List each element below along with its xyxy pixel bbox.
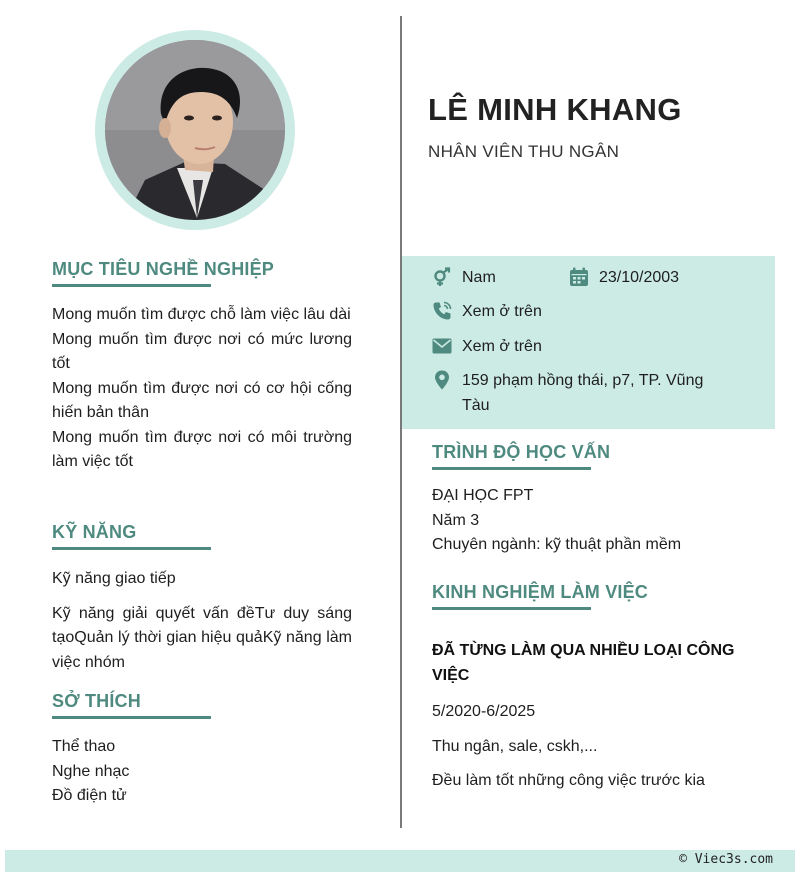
contact-info-panel <box>402 256 775 429</box>
footer-credit: © Viec3s.com <box>679 852 773 867</box>
experience-period: 5/2020-6/2025 <box>432 703 536 720</box>
objective-line: Mong muốn tìm được nơi có cơ hội cống hiến bản thân <box>52 379 352 421</box>
education-title: TRÌNH ĐỘ HỌC VẤN <box>432 442 611 462</box>
experience-heading: ĐÃ TỪNG LÀM QUA NHIỀU LOẠI CÔNG VIỆC <box>432 642 735 684</box>
experience-underline <box>432 607 591 610</box>
skill-item: Kỹ năng giải quyết vấn đềTư duy sáng tạoQuản lý thời gian hiệu quảKỹ năng làm việc nhóm <box>52 604 352 671</box>
location-pin-icon <box>432 370 452 390</box>
skill-item: Kỹ năng giao tiếp <box>52 570 176 587</box>
education-section <box>432 442 681 558</box>
experience-note: Đều làm tốt những công việc trước kia <box>432 772 705 789</box>
phone-row <box>432 299 542 324</box>
candidate-name: LÊ MINH KHANG <box>428 92 682 127</box>
experience-roles: Thu ngân, sale, cskh,... <box>432 737 598 755</box>
gender-icon <box>432 267 452 287</box>
hobby-item: Thể thao <box>52 738 116 755</box>
avatar-ring <box>95 30 295 230</box>
objective-section <box>52 259 352 475</box>
birthday-value: 23/10/2003 <box>599 269 680 286</box>
hobbies-section <box>52 691 211 809</box>
calendar-icon <box>569 267 589 287</box>
phone-value: Xem ở trên <box>462 303 542 320</box>
envelope-icon <box>432 336 452 356</box>
address-line: 159 phạm hồng thái, p7, TP. Vũng <box>462 372 704 389</box>
avatar <box>105 40 285 220</box>
objective-underline <box>52 284 211 287</box>
address-line: Tàu <box>462 397 490 414</box>
job-title: NHÂN VIÊN THU NGÂN <box>428 142 620 161</box>
gender-value: Nam <box>462 269 496 286</box>
skills-section <box>52 522 352 675</box>
education-major: Chuyên ngành: kỹ thuật phần mềm <box>432 536 682 553</box>
gender-row <box>432 265 496 290</box>
hobbies-underline <box>52 716 211 719</box>
experience-section <box>432 582 752 794</box>
objective-line: Mong muốn tìm được chỗ làm việc lâu dài <box>52 306 351 323</box>
hobby-item: Nghe nhạc <box>52 762 130 780</box>
email-row <box>432 334 542 359</box>
objective-line: Mong muốn tìm được nơi có mức lương tốt <box>52 330 352 372</box>
objective-line: Mong muốn tìm được nơi có môi trường làm việc tốt <box>52 428 352 470</box>
footer-bar <box>5 850 795 872</box>
hobbies-title: SỞ THÍCH <box>52 691 141 711</box>
hobby-item: Đồ điện tử <box>52 787 127 804</box>
education-school: ĐẠI HỌC FPT <box>432 487 534 504</box>
skills-title: KỸ NĂNG <box>52 522 137 542</box>
objective-title: MỤC TIÊU NGHỀ NGHIỆP <box>52 259 275 279</box>
phone-icon <box>432 301 452 321</box>
person-photo-icon <box>105 40 285 220</box>
skills-underline <box>52 547 211 550</box>
email-value: Xem ở trên <box>462 338 542 355</box>
address-row <box>432 368 732 418</box>
education-year: Năm 3 <box>432 511 480 529</box>
birthday-row <box>569 265 679 290</box>
experience-title: KINH NGHIỆM LÀM VIỆC <box>432 582 649 602</box>
education-underline <box>432 467 591 470</box>
